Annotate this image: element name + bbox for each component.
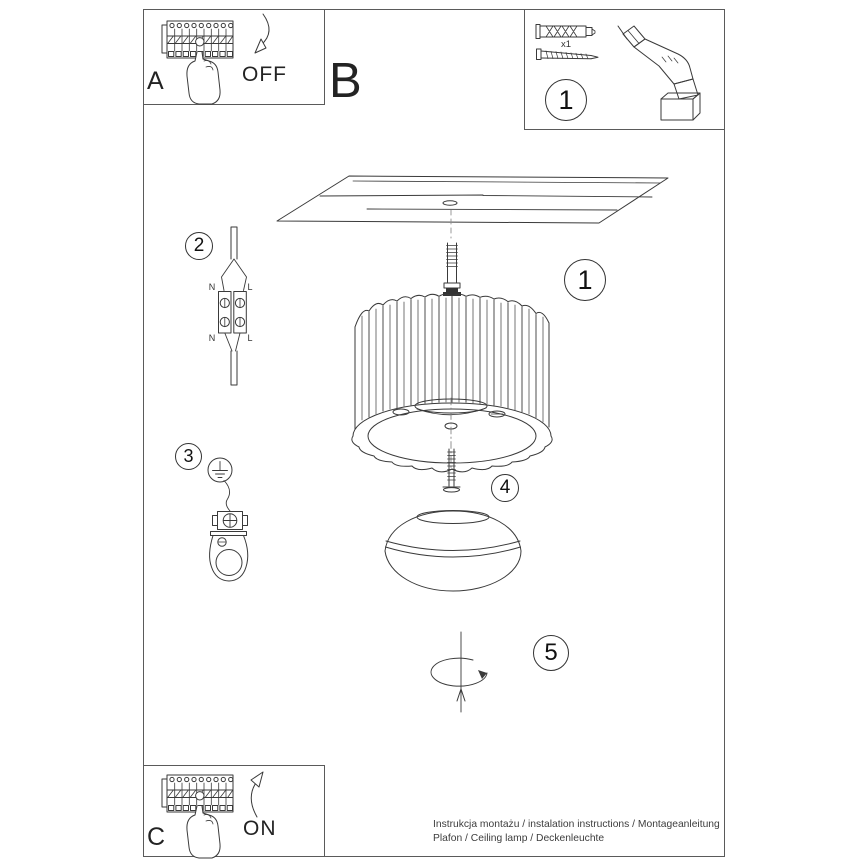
tools-box-number: 1 [545, 79, 587, 121]
step-2-badge: 2 [185, 232, 213, 260]
on-label: ON [243, 817, 277, 840]
step-1-badge: 1 [564, 259, 606, 301]
wire-label-l-top: L [247, 282, 253, 292]
footer-line-1: Instrukcja montażu / instalation instructions / Montageanleitung [433, 819, 720, 830]
screw-icon [537, 49, 599, 60]
rotation-arrow-icon [431, 632, 487, 712]
wire-label-n-top: N [208, 282, 216, 292]
wire-label-l-bottom: L [247, 333, 253, 343]
panel-c-label: C [147, 823, 166, 851]
panel-a-label: A [147, 67, 164, 95]
panel-b-label: B [329, 54, 362, 108]
circuit-breaker-on-icon [162, 775, 233, 858]
wall-plug-icon [536, 25, 595, 39]
footer-line-2: Plafon / Ceiling lamp / Deckenleuchte [433, 832, 605, 844]
terminal-block-assembly [219, 227, 247, 385]
step-5-badge: 5 [533, 635, 569, 671]
drill-icon [618, 26, 700, 120]
circuit-breaker-off-icon [162, 21, 233, 104]
mounting-bolt [443, 243, 461, 296]
step-3-badge: 3 [175, 443, 202, 470]
ceiling-panel [277, 176, 668, 238]
ground-assembly [208, 458, 248, 581]
diffuser [385, 511, 521, 592]
lampshade [352, 294, 552, 472]
off-label: OFF [242, 63, 287, 86]
footer-text [433, 818, 720, 845]
anchor-qty-label: x1 [560, 39, 572, 50]
arrow-curve-up-icon [251, 772, 263, 817]
fixing-screw [443, 449, 460, 492]
wire-label-n-bottom: N [208, 333, 216, 343]
step-4-badge: 4 [491, 474, 519, 502]
arrow-curve-down-icon [255, 14, 269, 53]
